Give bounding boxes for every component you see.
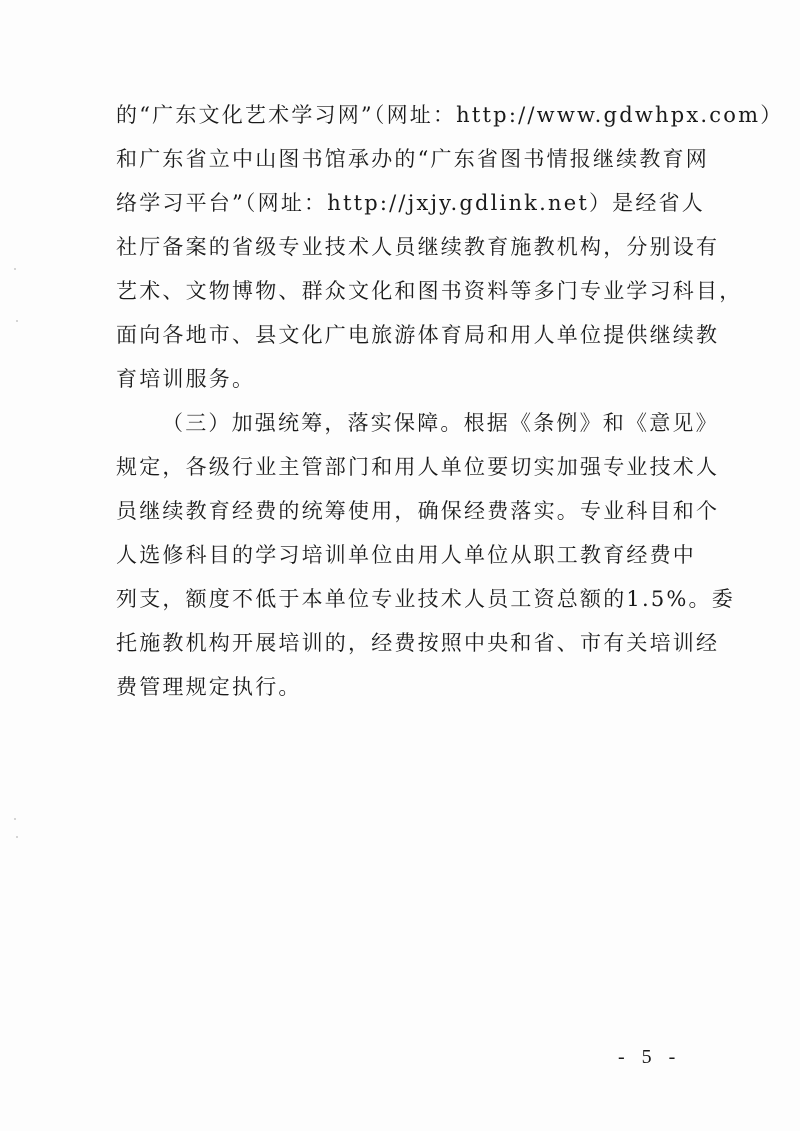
paragraph-funding: [116, 401, 735, 709]
scan-speck: [14, 818, 16, 820]
section-heading-line: （三）加强统筹，落实保障。根据《条例》和《意见》: [162, 411, 719, 435]
body-text: [116, 93, 784, 709]
text-line: 人选修科目的学习培训单位由用人单位从职工教育经费中: [116, 543, 696, 567]
text-line: 育培训服务。: [116, 367, 256, 391]
scan-speck: [16, 836, 18, 838]
text-line: 的“广东文化艺术学习网”（网址：http://www.gdwhpx.com）: [116, 103, 784, 127]
text-line: 列支，额度不低于本单位专业技术人员工资总额的1.5%。委: [116, 587, 735, 611]
text-line: 托施教机构开展培训的，经费按照中央和省、市有关培训经: [116, 631, 720, 655]
text-line: 和广东省立中山图书馆承办的“广东省图书情报继续教育网: [116, 147, 709, 171]
scan-speck: [16, 320, 18, 322]
text-line: 社厅备案的省级专业技术人员继续教育施教机构，分别设有: [116, 235, 720, 259]
text-line: 费管理规定执行。: [116, 675, 302, 699]
scan-speck: [14, 268, 16, 270]
page-number: - 5 -: [618, 1046, 682, 1068]
text-line: 面向各地市、县文化广电旅游体育局和用人单位提供继续教: [116, 323, 720, 347]
paragraph-continuation: [116, 93, 784, 401]
text-line: 规定，各级行业主管部门和用人单位要切实加强专业技术人: [116, 455, 720, 479]
text-line: 员继续教育经费的统筹使用，确保经费落实。专业科目和个: [116, 499, 720, 523]
text-line: 络学习平台”（网址：http://jxjy.gdlink.net）是经省人: [116, 191, 705, 215]
text-line: 艺术、文物博物、群众文化和图书资料等多门专业学习科目，: [116, 279, 743, 303]
